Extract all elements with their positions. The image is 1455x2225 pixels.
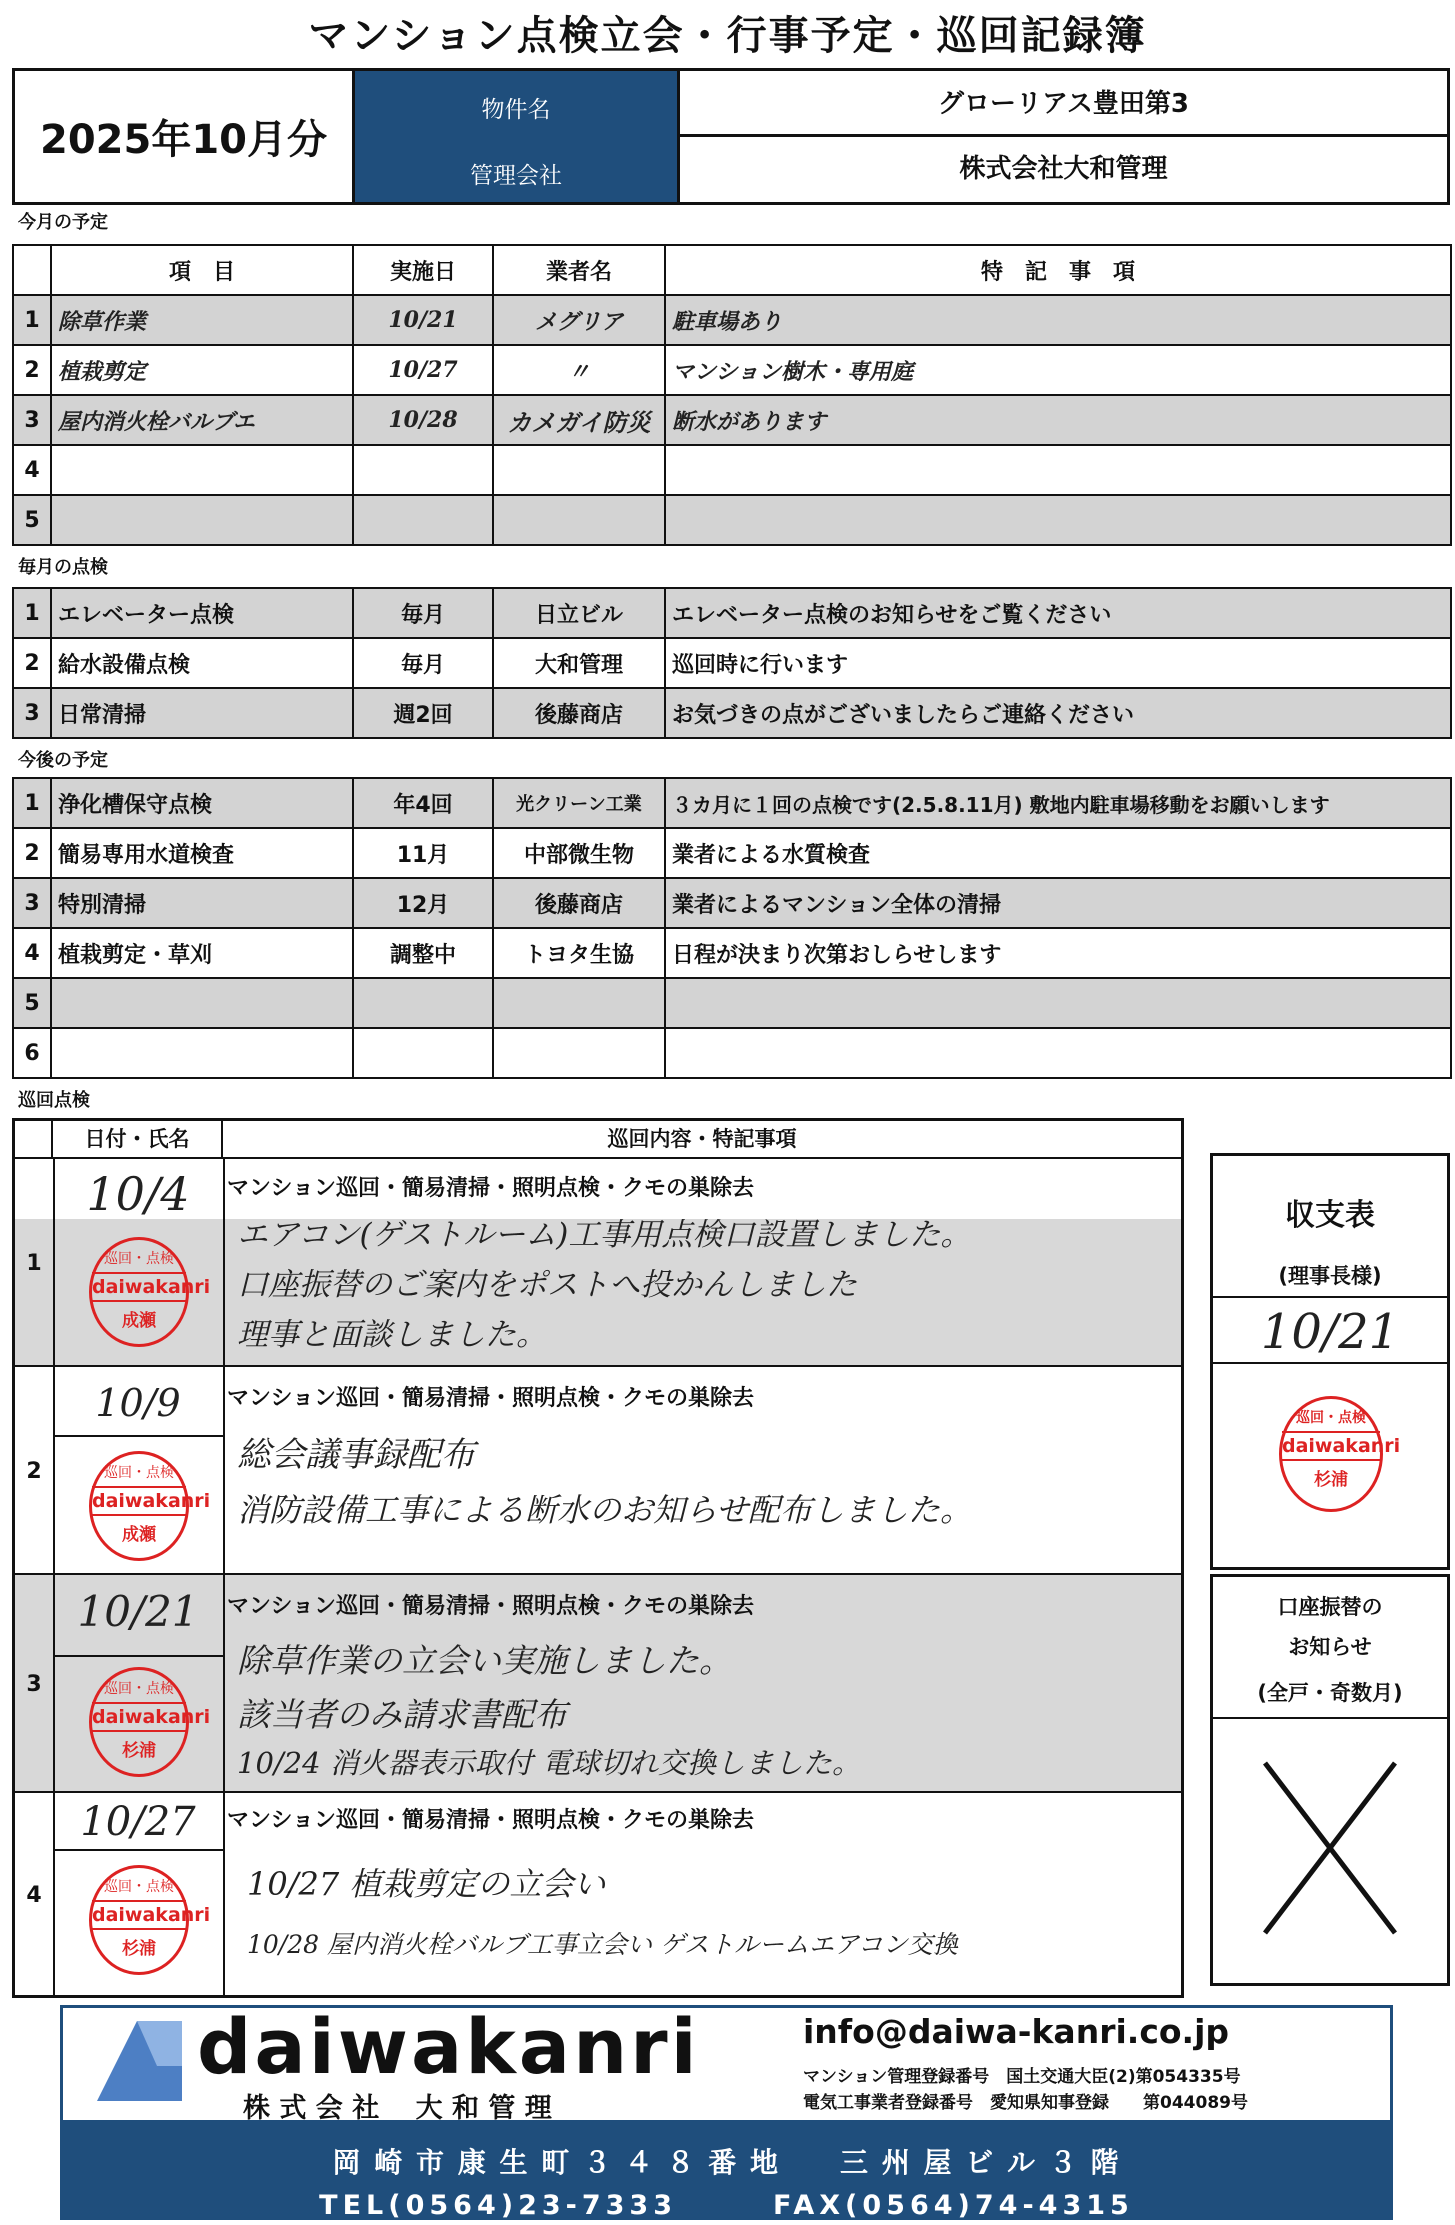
patrol-heading: マンション巡回・簡易清掃・照明点検・クモの巣除去 — [227, 1386, 755, 1411]
row-number: 2 — [13, 828, 51, 878]
patrol-note: 10/27 植栽剪定の立会い — [247, 1865, 606, 1903]
patrol-date-cell — [53, 1575, 225, 1793]
patrol-note: 口座振替のご案内をポストへ投かんしました — [237, 1267, 857, 1303]
row-number: 4 — [15, 1793, 55, 1997]
patrol-note: 総会議事録配布 — [237, 1435, 475, 1475]
section-label-patrol: 巡回点検 — [18, 1090, 90, 1111]
row-number: 3 — [13, 395, 51, 445]
budget-title: 収支表 — [1285, 1198, 1375, 1233]
budget-sub: (理事長様) — [1278, 1264, 1382, 1288]
item-cell — [51, 978, 353, 1028]
item-cell: 植栽剪定 — [51, 345, 353, 395]
future-table — [12, 777, 1452, 1079]
date-cell — [353, 445, 493, 495]
company-address: 岡 崎 市 康 生 町 ３ ４ ８ 番 地 三 州 屋 ビ ル ３ 階 — [332, 2146, 1121, 2179]
note-cell: マンション樹木・専用庭 — [665, 345, 1451, 395]
budget-divider — [1213, 1296, 1447, 1298]
month-label: 2025年10月分 — [15, 71, 355, 202]
vendor-cell: 大和管理 — [493, 638, 665, 688]
note-cell — [665, 1028, 1451, 1078]
budget-divider — [1213, 1362, 1447, 1364]
stamp-mid-text: daiwakanri — [92, 1486, 186, 1516]
freq-cell — [353, 1028, 493, 1078]
registration-2: 電気工事業者登録番号 愛知県知事登録 第044089号 — [803, 2093, 1248, 2113]
patrol-date-cell — [53, 1793, 225, 1997]
row-number: 4 — [13, 445, 51, 495]
row-number: 1 — [15, 1159, 55, 1367]
note-cell — [665, 495, 1451, 545]
vendor-cell: 中部微生物 — [493, 828, 665, 878]
date-cell — [353, 495, 493, 545]
note-cell: 巡回時に行います — [665, 638, 1451, 688]
cross-mark-icon — [1255, 1753, 1405, 1943]
vendor-cell — [493, 495, 665, 545]
item-cell: 給水設備点検 — [51, 638, 353, 688]
vendor-cell — [493, 445, 665, 495]
freq-cell — [353, 978, 493, 1028]
notice-title: お知らせ — [1288, 1635, 1372, 1659]
company-logo-text: daiwakanri — [197, 2002, 700, 2091]
property-value: グローリアス豊田第3 — [677, 71, 1447, 137]
stamp — [89, 1451, 211, 1561]
item-cell: 特別清掃 — [51, 878, 353, 928]
stamp-name: 成瀬 — [122, 1525, 156, 1545]
patrol-note: 除草作業の立会い実施しました。 — [237, 1641, 732, 1680]
vendor-cell — [493, 978, 665, 1028]
patrol-note: 該当者のみ請求書配布 — [237, 1695, 567, 1734]
row-number: 1 — [13, 588, 51, 638]
row-number: 5 — [13, 495, 51, 545]
header-cell: 特 記 事 項 — [665, 245, 1451, 295]
patrol-date: 10/9 — [95, 1381, 181, 1425]
table-row — [13, 1028, 1451, 1078]
note-cell: 業者による水質検査 — [665, 828, 1451, 878]
item-cell: 除草作業 — [51, 295, 353, 345]
row-number: 5 — [13, 978, 51, 1028]
vendor-cell: カメガイ防災 — [493, 395, 665, 445]
note-cell: ３カ月に１回の点検です(2.5.8.11月) 敷地内駐車場移動をお願いします — [665, 778, 1451, 828]
freq-cell: 週2回 — [353, 688, 493, 738]
company-footer — [60, 2002, 1393, 2221]
note-cell: 断水があります — [665, 395, 1451, 445]
stamp-name: 杉浦 — [1314, 1470, 1348, 1490]
company-email: info@daiwa-kanri.co.jp — [803, 2012, 1230, 2051]
patrol-date: 10/27 — [80, 1799, 196, 1845]
stamp-top-text: 巡回・点検 — [104, 1879, 174, 1895]
property-label: 物件名 — [481, 97, 551, 123]
row-number: 3 — [13, 688, 51, 738]
freq-cell: 12月 — [353, 878, 493, 928]
table-row — [13, 778, 1451, 828]
stamp-name: 杉浦 — [122, 1741, 156, 1761]
header-block — [12, 68, 1450, 205]
table-row — [13, 588, 1451, 638]
vendor-cell: 光クリーン工業 — [493, 778, 665, 828]
date-divider — [53, 1435, 223, 1437]
patrol-note: 10/24 消火器表示取付 電球切れ交換しました。 — [237, 1746, 862, 1780]
stamp-mid-text: daiwakanri — [92, 1272, 186, 1302]
date-divider — [53, 1849, 223, 1851]
company-logo-icon — [77, 2016, 187, 2106]
row-number: 2 — [13, 638, 51, 688]
patrol-heading: マンション巡回・簡易清掃・照明点検・クモの巣除去 — [227, 1176, 755, 1201]
item-cell: 浄化槽保守点検 — [51, 778, 353, 828]
header-cell: 項 目 — [51, 245, 353, 295]
date-cell: 10/27 — [353, 345, 493, 395]
table-row — [13, 495, 1451, 545]
row-number: 1 — [13, 295, 51, 345]
row-number: 4 — [13, 928, 51, 978]
patrol-date-cell — [53, 1159, 225, 1367]
budget-date: 10/21 — [1260, 1304, 1400, 1360]
freq-cell: 年4回 — [353, 778, 493, 828]
this-month-table — [12, 244, 1452, 546]
row-number: 2 — [15, 1367, 55, 1575]
stamp-mid-text: daiwakanri — [92, 1900, 186, 1930]
patrol-log — [12, 1118, 1184, 1998]
date-cell: 10/28 — [353, 395, 493, 445]
patrol-content — [223, 1367, 1181, 1575]
stamp-name: 成瀬 — [122, 1311, 156, 1331]
row-number: 3 — [15, 1575, 55, 1793]
patrol-row — [15, 1365, 1181, 1575]
header-cell — [13, 245, 51, 295]
budget-box — [1210, 1153, 1450, 1570]
patrol-note: エアコン(ゲストルーム)工事用点検口設置しました。 — [237, 1217, 972, 1253]
note-cell: お気づきの点がございましたらご連絡ください — [665, 688, 1451, 738]
row-number: 6 — [13, 1028, 51, 1078]
vendor-cell: 〃 — [493, 345, 665, 395]
patrol-heading: マンション巡回・簡易清掃・照明点検・クモの巣除去 — [227, 1808, 755, 1833]
item-cell — [51, 495, 353, 545]
table-row — [13, 638, 1451, 688]
patrol-note: 理事と面談しました。 — [237, 1317, 547, 1353]
notice-title: 口座振替の — [1277, 1595, 1383, 1619]
item-cell — [51, 1028, 353, 1078]
table-row — [13, 345, 1451, 395]
vendor-cell: メグリア — [493, 295, 665, 345]
freq-cell: 11月 — [353, 828, 493, 878]
stamp-mid-text: daiwakanri — [1282, 1431, 1380, 1461]
date-divider — [53, 1655, 223, 1657]
table-row — [13, 395, 1451, 445]
notice-sub: (全戸・奇数月) — [1257, 1681, 1403, 1705]
stamp — [1279, 1396, 1401, 1512]
freq-cell: 調整中 — [353, 928, 493, 978]
table-row — [13, 928, 1451, 978]
table-row — [13, 445, 1451, 495]
table-row — [13, 295, 1451, 345]
patrol-note: 10/28 屋内消火栓バルブ工事立会い ゲストルームエアコン交換 — [247, 1930, 958, 1959]
stamp-top-text: 巡回・点検 — [104, 1465, 174, 1481]
table-row — [13, 688, 1451, 738]
date-cell: 10/21 — [353, 295, 493, 345]
freq-cell: 毎月 — [353, 588, 493, 638]
company-label: 管理会社 — [470, 163, 562, 189]
page-title: マンション点検立会・行事予定・巡回記録簿 — [308, 13, 1147, 59]
header-cell: 実施日 — [353, 245, 493, 295]
row-number: 2 — [13, 345, 51, 395]
stamp — [89, 1865, 211, 1975]
vendor-cell — [493, 1028, 665, 1078]
item-cell: 日常清掃 — [51, 688, 353, 738]
row-number: 1 — [13, 778, 51, 828]
item-cell: 簡易専用水道検査 — [51, 828, 353, 878]
patrol-date-header: 日付・氏名 — [53, 1121, 223, 1157]
patrol-content — [223, 1575, 1181, 1793]
company-phone-fax: TEL(0564)23-7333 FAX(0564)74-4315 — [319, 2190, 1134, 2221]
notice-box — [1210, 1574, 1450, 1986]
section-label-monthly: 毎月の点検 — [18, 557, 108, 578]
table-row — [13, 828, 1451, 878]
table-row — [13, 978, 1451, 1028]
patrol-content-header: 巡回内容・特記事項 — [607, 1127, 797, 1151]
note-cell: 日程が決まり次第おしらせします — [665, 928, 1451, 978]
company-name: 株 式 会 社 大 和 管 理 — [243, 2093, 552, 2124]
stamp-mid-text: daiwakanri — [92, 1702, 186, 1732]
note-cell — [665, 978, 1451, 1028]
item-cell: 植栽剪定・草刈 — [51, 928, 353, 978]
patrol-content — [223, 1793, 1181, 1997]
section-label-this-month: 今月の予定 — [18, 212, 108, 233]
note-cell: 駐車場あり — [665, 295, 1451, 345]
vendor-cell: 後藤商店 — [493, 688, 665, 738]
vendor-cell: 日立ビル — [493, 588, 665, 638]
patrol-date: 10/4 — [86, 1167, 190, 1221]
note-cell: エレベーター点検のお知らせをご覧ください — [665, 588, 1451, 638]
row-number: 3 — [13, 878, 51, 928]
patrol-row — [15, 1791, 1181, 1997]
stamp-name: 杉浦 — [122, 1939, 156, 1959]
notice-divider — [1213, 1717, 1447, 1719]
stamp-top-text: 巡回・点検 — [104, 1681, 174, 1697]
table-header-row — [13, 245, 1451, 295]
item-cell: エレベーター点検 — [51, 588, 353, 638]
stamp — [89, 1237, 211, 1347]
section-label-future: 今後の予定 — [18, 750, 108, 771]
patrol-date-cell — [53, 1367, 225, 1575]
patrol-date: 10/21 — [77, 1587, 199, 1636]
note-cell: 業者によるマンション全体の清掃 — [665, 878, 1451, 928]
table-row — [13, 878, 1451, 928]
header-cell — [15, 1121, 53, 1157]
patrol-row — [15, 1573, 1181, 1793]
stamp-top-text: 巡回・点検 — [1296, 1410, 1366, 1426]
patrol-row — [15, 1157, 1181, 1367]
company-value: 株式会社大和管理 — [677, 137, 1447, 202]
patrol-header — [15, 1121, 1181, 1157]
header-labels — [355, 71, 677, 202]
footer-top — [60, 2002, 1393, 2124]
note-cell — [665, 445, 1451, 495]
registration-1: マンション管理登録番号 国土交通大臣(2)第054335号 — [803, 2067, 1241, 2087]
header-cell: 業者名 — [493, 245, 665, 295]
vendor-cell: 後藤商店 — [493, 878, 665, 928]
freq-cell: 毎月 — [353, 638, 493, 688]
patrol-heading: マンション巡回・簡易清掃・照明点検・クモの巣除去 — [227, 1594, 755, 1619]
patrol-content — [223, 1159, 1181, 1367]
monthly-table — [12, 587, 1452, 739]
item-cell: 屋内消火栓バルブエ — [51, 395, 353, 445]
stamp-top-text: 巡回・点検 — [104, 1251, 174, 1267]
item-cell — [51, 445, 353, 495]
vendor-cell: トヨタ生協 — [493, 928, 665, 978]
patrol-note: 消防設備工事による断水のお知らせ配布しました。 — [237, 1491, 973, 1529]
stamp — [89, 1667, 211, 1777]
